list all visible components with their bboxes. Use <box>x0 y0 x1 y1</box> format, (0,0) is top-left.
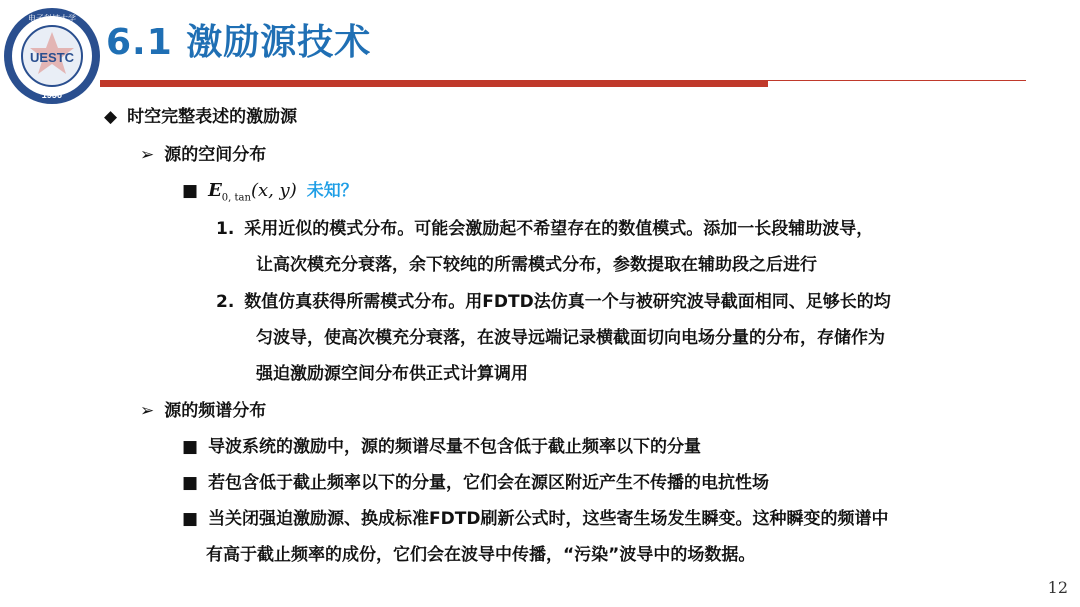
item-text: 采用近似的模式分布。可能会激励起不希望存在的数值模式。添加一长段辅助波导， <box>244 219 874 239</box>
unknown-label: 未知？ <box>306 181 358 201</box>
bullet-spectral-1 <box>182 436 701 458</box>
bullet-spatial <box>140 144 266 166</box>
bullet-text: 导波系统的激励中，源的频谱尽量不包含低于截止频率以下的分量 <box>208 437 702 457</box>
field-formula <box>208 180 297 204</box>
bullet-level1 <box>104 106 297 128</box>
item-number: 2. <box>216 292 235 312</box>
numbered-item-2 <box>216 291 891 313</box>
formula-args: (x, y) <box>250 180 297 201</box>
square-bullet-icon: ■ <box>182 509 199 529</box>
bullet-text: 源的空间分布 <box>164 145 267 165</box>
bullet-spectral-3-cont: 有高于截止频率的成份，它们会在波导中传播，“污染”波导中的场数据。 <box>206 545 756 565</box>
diamond-bullet-icon: ◆ <box>104 107 118 127</box>
bullet-text: 若包含低于截止频率以下的分量，它们会在源区附近产生不传播的电抗性场 <box>208 473 770 493</box>
bullet-spectral <box>140 400 266 422</box>
item-text: 数值仿真获得所需模式分布。用FDTD法仿真一个与被研究波导截面相同、足够长的均 <box>244 292 891 312</box>
bullet-text: 时空完整表述的激励源 <box>127 107 298 127</box>
arrow-bullet-icon: ➢ <box>140 401 155 421</box>
university-logo <box>2 6 102 106</box>
bullet-spectral-3 <box>182 508 889 530</box>
page-number: 12 <box>1047 578 1068 597</box>
numbered-item-1-cont: 让高次模充分衰落，余下较纯的所需模式分布，参数提取在辅助段之后进行 <box>256 255 817 275</box>
square-bullet-icon: ■ <box>182 181 199 201</box>
arrow-bullet-icon: ➢ <box>140 145 155 165</box>
bullet-spectral-2 <box>182 472 769 494</box>
title-underline-bar <box>100 81 768 87</box>
slide-title: 6.1 激励源技术 <box>106 22 372 63</box>
logo-center-text: UESTC <box>29 50 75 65</box>
logo-ring-text: 电子科技大学 <box>28 14 76 23</box>
logo-year: 1956 <box>41 90 63 100</box>
formula-symbol: E <box>208 180 222 201</box>
bullet-formula <box>182 180 358 210</box>
square-bullet-icon: ■ <box>182 473 199 493</box>
numbered-item-2-cont1: 匀波导，使高次模充分衰落，在波导远端记录横截面切向电场分量的分布，存储作为 <box>256 328 885 348</box>
numbered-item-2-cont2: 强迫激励源空间分布供正式计算调用 <box>256 364 528 384</box>
bullet-text: 源的频谱分布 <box>164 401 267 421</box>
numbered-item-1 <box>216 218 873 240</box>
item-number: 1. <box>216 219 235 239</box>
bullet-text: 当关闭强迫激励源、换成标准FDTD刷新公式时，这些寄生场发生瞬变。这种瞬变的频谱中 <box>208 509 889 529</box>
square-bullet-icon: ■ <box>182 437 199 457</box>
formula-subscript: 0, tan <box>221 192 251 204</box>
